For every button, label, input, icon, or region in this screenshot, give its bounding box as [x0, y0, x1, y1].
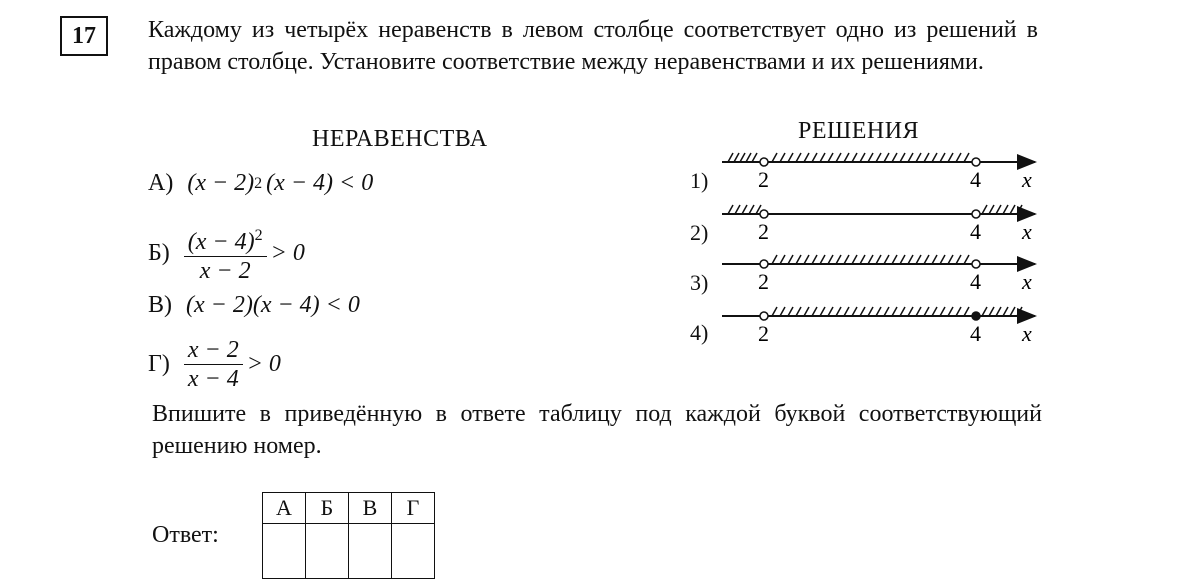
- solution-label: 1): [690, 168, 709, 193]
- number-line-4: [722, 307, 1035, 346]
- inequality-label: Б): [148, 240, 170, 266]
- task-number: 17: [60, 16, 108, 56]
- answer-col-header: Б: [306, 493, 349, 524]
- answer-cell-a[interactable]: [263, 524, 306, 579]
- open-point: [972, 210, 980, 218]
- fraction: [184, 222, 267, 285]
- number-line-3: [722, 255, 1035, 294]
- hatching: [772, 255, 969, 264]
- answer-col-header: В: [349, 493, 392, 524]
- axis-label-4: 4: [970, 269, 981, 294]
- fraction-denominator: x − 2: [199, 258, 251, 284]
- axis-variable: x: [1022, 269, 1032, 294]
- inequalities-header: НЕРАВЕНСТВА: [312, 126, 488, 152]
- inequality-label: В): [148, 292, 172, 318]
- hatching: [772, 307, 1022, 316]
- inequality-text: (x − 2)(x − 4) < 0: [186, 292, 360, 318]
- axis-label-4: 4: [970, 219, 981, 244]
- open-point: [972, 260, 980, 268]
- axis-variable: x: [1022, 167, 1032, 192]
- axis-label-2: 2: [758, 269, 769, 294]
- number-line-2: [722, 205, 1035, 244]
- inequality-d: [148, 336, 281, 393]
- open-point: [760, 210, 768, 218]
- fraction: [184, 336, 243, 393]
- task-intro: Каждому из четырёх неравенств в левом столбце соответствует одно из решений в правом столбце. Установите соответствие между неравенствами и их решениями.: [148, 17, 1038, 75]
- answer-cell-d[interactable]: [392, 524, 435, 579]
- inequality-base: (x − 2): [187, 170, 255, 196]
- inequality-rest: (x − 4) < 0: [266, 170, 374, 196]
- answer-table: [262, 492, 435, 579]
- solution-label: 3): [690, 270, 709, 295]
- fraction-numerator: x − 2: [184, 336, 243, 365]
- axis-label-2: 2: [758, 219, 769, 244]
- open-point: [972, 158, 980, 166]
- axis-label-4: 4: [970, 167, 981, 192]
- inequality-label: Г): [148, 351, 170, 377]
- answer-col-header: Г: [392, 493, 435, 524]
- inequality-rest: > 0: [246, 351, 281, 377]
- answer-cell-b[interactable]: [306, 524, 349, 579]
- fraction-denominator: x − 4: [187, 366, 239, 392]
- inequality-label: А): [148, 170, 174, 196]
- open-point: [760, 312, 768, 320]
- answer-cell-c[interactable]: [349, 524, 392, 579]
- instruction-text: Впишите в приведённую в ответе таблицу под каждой буквой соответствующий решению номер.: [152, 401, 1042, 459]
- answer-col-header: А: [263, 493, 306, 524]
- axis-label-4: 4: [970, 321, 981, 346]
- point: [972, 312, 980, 320]
- number-line-1: [722, 153, 1035, 192]
- number-lines: [700, 140, 1050, 350]
- axis-label-2: 2: [758, 321, 769, 346]
- solutions-header: РЕШЕНИЯ: [798, 118, 920, 144]
- inequality-c: [148, 292, 360, 319]
- solution-label: 2): [690, 220, 709, 245]
- solution-label: 4): [690, 320, 709, 345]
- fraction-numerator: $(x - 4)^2$: [184, 222, 267, 257]
- axis-variable: x: [1022, 219, 1032, 244]
- inequality-a: [148, 170, 373, 197]
- open-point: [760, 158, 768, 166]
- answer-label: Ответ:: [152, 522, 219, 548]
- exponent: 2: [254, 174, 263, 192]
- open-point: [760, 260, 768, 268]
- inequality-rest: > 0: [270, 240, 305, 266]
- axis-variable: x: [1022, 321, 1032, 346]
- axis-label-2: 2: [758, 167, 769, 192]
- inequality-b: [148, 222, 305, 285]
